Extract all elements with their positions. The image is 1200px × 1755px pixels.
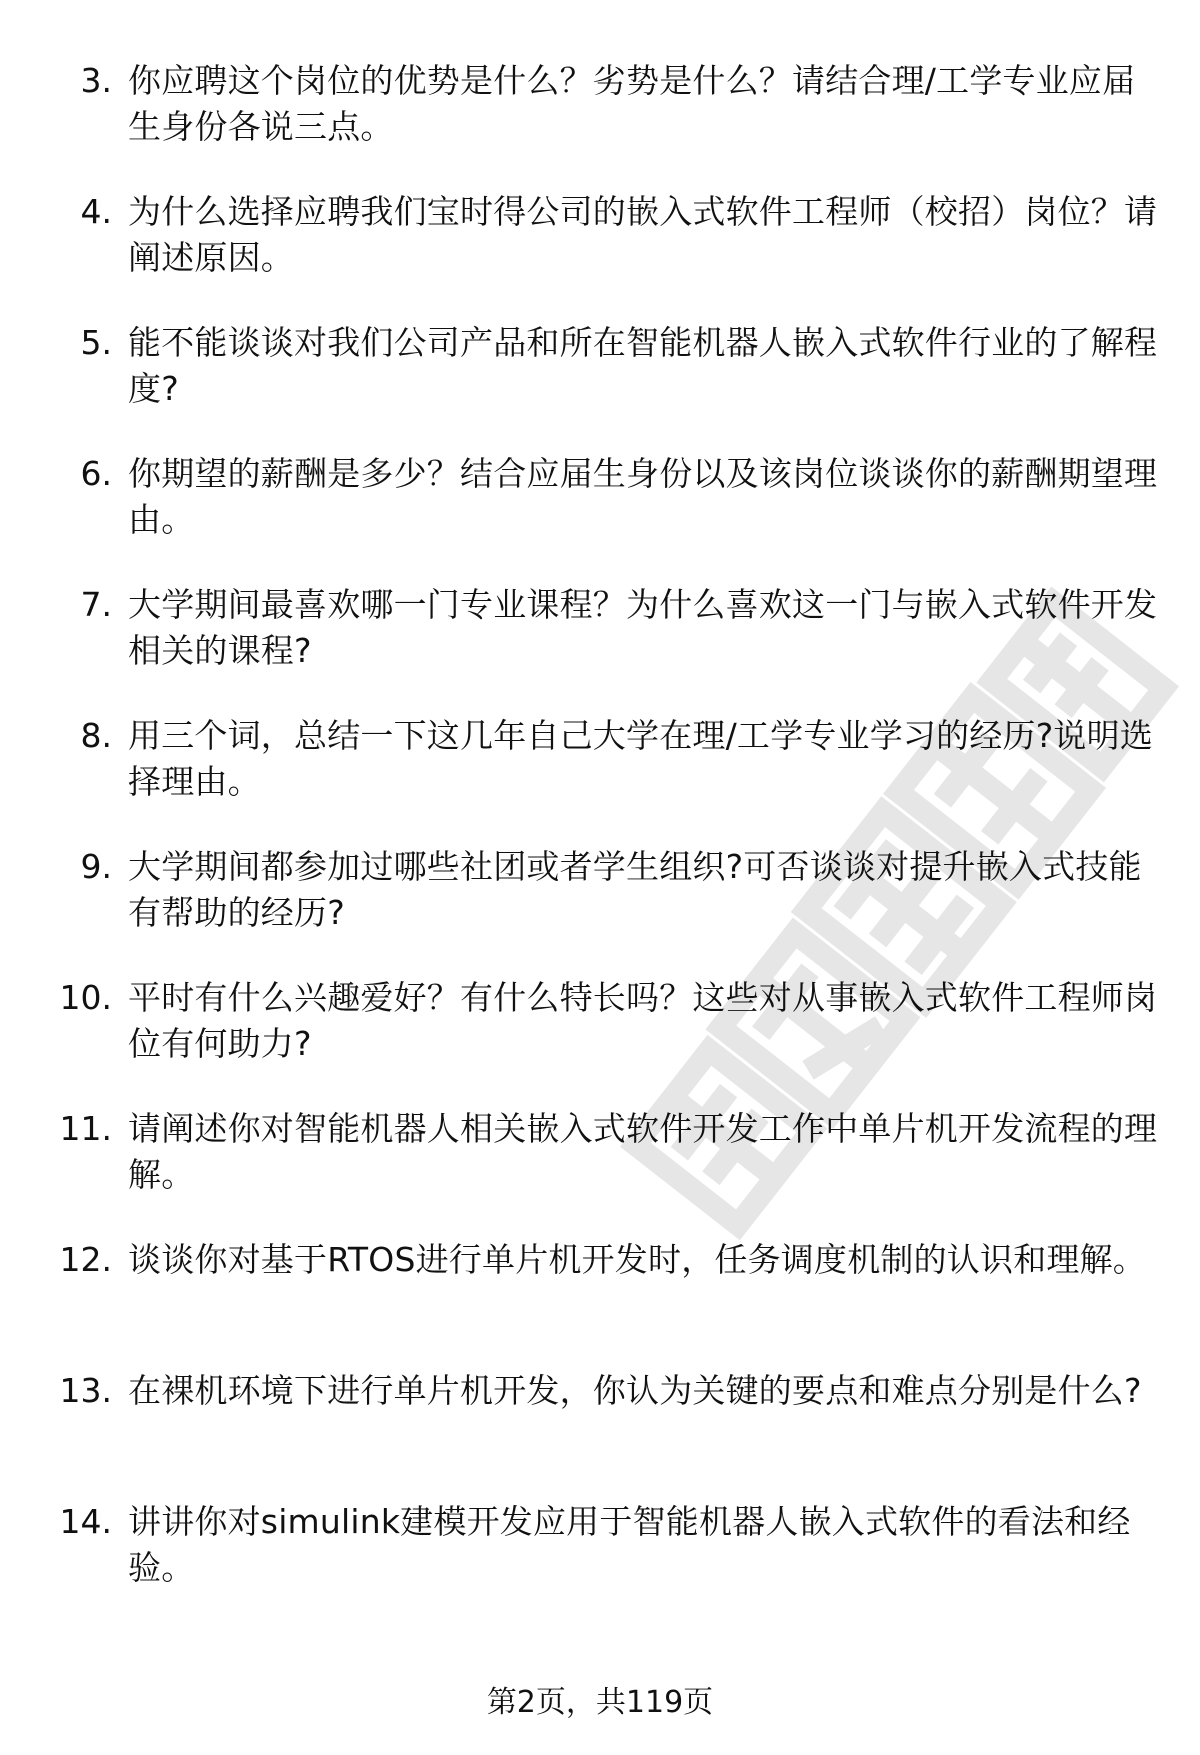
question-number: 6. <box>80 454 112 493</box>
question-number: 11. <box>59 1109 112 1148</box>
question-list <box>0 58 1200 1630</box>
list-item <box>0 1368 1200 1499</box>
page-number: 第2页，共119页 <box>486 1685 714 1720</box>
question-text: 为什么选择应聘我们宝时得公司的嵌入式软件工程师（校招）岗位？请阐述原因。 <box>128 192 1158 277</box>
list-item <box>0 320 1200 451</box>
question-text: 讲讲你对simulink建模开发应用于智能机器人嵌入式软件的看法和经验。 <box>128 1502 1131 1587</box>
list-item <box>0 1106 1200 1237</box>
question-number: 5. <box>80 323 112 362</box>
question-number: 12. <box>59 1240 112 1279</box>
list-item <box>0 58 1200 189</box>
list-item <box>0 1499 1200 1630</box>
question-number: 7. <box>80 585 112 624</box>
list-item <box>0 844 1200 975</box>
list-item <box>0 975 1200 1106</box>
question-text: 平时有什么兴趣爱好？有什么特长吗？这些对从事嵌入式软件工程师岗位有何助力? <box>128 978 1158 1063</box>
list-item <box>0 451 1200 582</box>
list-item <box>0 713 1200 844</box>
question-text: 请阐述你对智能机器人相关嵌入式软件开发工作中单片机开发流程的理解。 <box>128 1109 1158 1194</box>
list-item <box>0 1237 1200 1368</box>
question-number: 14. <box>59 1502 112 1541</box>
question-number: 9. <box>80 847 112 886</box>
question-text: 你应聘这个岗位的优势是什么？劣势是什么？请结合理/工学专业应届生身份各说三点。 <box>128 61 1136 146</box>
list-item <box>0 189 1200 320</box>
question-number: 4. <box>80 192 112 231</box>
question-text: 你期望的薪酬是多少？结合应届生身份以及该岗位谈谈你的薪酬期望理由。 <box>128 454 1158 539</box>
question-text: 用三个词，总结一下这几年自己大学在理/工学专业学习的经历?说明选择理由。 <box>128 716 1154 801</box>
question-text: 能不能谈谈对我们公司产品和所在智能机器人嵌入式软件行业的了解程度? <box>128 323 1158 408</box>
question-text: 大学期间最喜欢哪一门专业课程？为什么喜欢这一门与嵌入式软件开发相关的课程? <box>128 585 1158 670</box>
question-text: 谈谈你对基于RTOS进行单片机开发时，任务调度机制的认识和理解。 <box>128 1240 1147 1279</box>
list-item <box>0 582 1200 713</box>
question-number: 10. <box>59 978 112 1017</box>
question-text: 在裸机环境下进行单片机开发，你认为关键的要点和难点分别是什么? <box>128 1371 1142 1410</box>
question-number: 13. <box>59 1371 112 1410</box>
question-text: 大学期间都参加过哪些社团或者学生组织?可否谈谈对提升嵌入式技能有帮助的经历? <box>128 847 1142 932</box>
question-number: 8. <box>80 716 112 755</box>
question-number: 3. <box>80 61 112 100</box>
